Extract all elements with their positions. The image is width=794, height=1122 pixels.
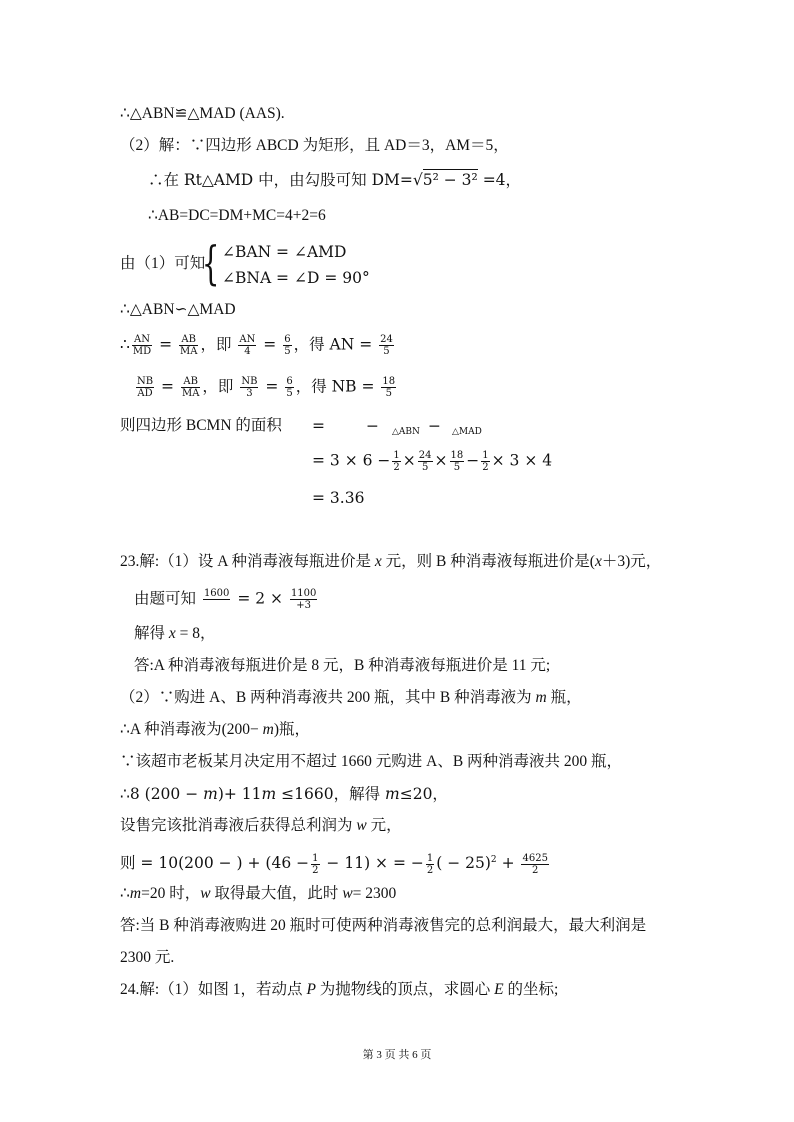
q23-max: [120, 884, 396, 904]
var-x: x: [594, 553, 602, 570]
equals-2-times: = 2 ×: [232, 589, 288, 608]
fraction-18-5: $\frac{18}{5}$: [382, 376, 396, 399]
max-c: 取得最大值，此时: [210, 885, 343, 902]
area-sub-abn: △ABN: [392, 427, 420, 437]
max-b: =20 时，: [141, 885, 201, 902]
proof-conclusion-congruent: ∴△ABN≌△MAD (AAS).: [120, 105, 285, 122]
ineq-b: )+ 11: [217, 785, 262, 803]
equals: =: [260, 377, 284, 396]
fraction-nb-3: $\frac{NB}{3}$: [241, 376, 258, 399]
system-row-2: ∠BNA = ∠D = 90°: [222, 269, 370, 287]
page-number-footer: 第 3 页 共 6 页: [362, 1049, 432, 1061]
var-m: m: [261, 785, 277, 803]
fraction-24-5-b: $\frac{24}{5}$: [418, 450, 432, 473]
ineq-a: ∴8 (200 −: [120, 785, 204, 803]
q23-part-1: [120, 552, 661, 572]
fraction-1-2-d: $\frac{1}{2}$: [426, 852, 434, 876]
area-label: 则四边形 BCMN 的面积: [120, 417, 282, 434]
profit-tail: 元，: [366, 817, 402, 834]
ratio-an-line: [120, 334, 396, 357]
term-1: = 3 × 6 −: [312, 451, 391, 470]
pythagoras-text: ∴在 Rt△AMD 中，由勾股可知 DM=√: [148, 171, 423, 189]
fraction-18-5-b: $\frac{18}{5}$: [450, 450, 464, 473]
q23-profit-def: [120, 816, 402, 836]
area-equals: =: [312, 417, 325, 435]
ab-length-line: ∴AB=DC=DM+MC=4+2=6: [148, 207, 326, 224]
times: ×: [402, 451, 416, 470]
namely-text: ，即: [202, 377, 239, 396]
profit-eq-b: − 11) × = −: [321, 854, 424, 872]
ineq-c: ≤1660，解得: [276, 785, 386, 803]
q23-profit-eq: [120, 850, 551, 876]
q23-p2-tail: 瓶，: [546, 689, 582, 706]
fraction-ab-ma: $\frac{AB}{MA}$: [179, 334, 198, 357]
q23-p2-text: （2）∵购进 A、B 两种消毒液共 200 瓶，其中 B 种消毒液为: [120, 689, 536, 706]
system-brace: {: [201, 236, 220, 290]
fraction-1-2: $\frac{1}{2}$: [393, 450, 400, 473]
equals: =: [156, 377, 179, 396]
var-w: w: [342, 885, 353, 902]
var-p: P: [306, 981, 316, 998]
fraction-an-md: $\frac{AN}{MD}$: [132, 334, 152, 357]
q23-text-b: 元，则 B 种消毒液每瓶进价是(: [381, 553, 595, 570]
ineq-d: ≤20，: [399, 785, 448, 803]
area-sub-mad: △MAD: [452, 427, 482, 437]
q23-text-c: ＋3)元，: [601, 553, 662, 570]
therefore-symbol: ∴: [120, 335, 130, 354]
a-count-tail: )瓶，: [273, 721, 310, 738]
fraction-1-2-b: $\frac{1}{2}$: [482, 450, 489, 473]
q24-text-b: 为抛物线的顶点，求圆心: [315, 981, 495, 998]
solve-value: = 8，: [175, 625, 216, 642]
fraction-ab-ma-2: $\frac{AB}{MA}$: [181, 376, 200, 399]
var-w: w: [200, 885, 211, 902]
var-m: m: [385, 785, 400, 803]
get-nb-text: ，得 NB =: [295, 377, 380, 396]
sqrt-expression: 5² − 3²: [422, 171, 478, 189]
q23-inequality: [120, 784, 448, 804]
term-last: × 3 × 4: [491, 451, 553, 470]
area-result: = 3.36: [312, 489, 365, 507]
ratio-nb-line: [134, 376, 398, 399]
exponent-2: 2: [490, 855, 497, 865]
area-minus-1: −: [366, 417, 379, 435]
fraction-4625-2: $\frac{4625}{2}$: [522, 852, 548, 876]
var-m: m: [262, 721, 274, 738]
var-e: E: [494, 981, 504, 998]
minus: −: [466, 451, 480, 470]
times: ×: [434, 451, 448, 470]
fraction-1100: $\frac{1100}{+3}$: [290, 588, 317, 611]
q24-text-c: 的坐标;: [503, 981, 559, 998]
q23-equation: [134, 588, 319, 611]
plus: +: [496, 854, 520, 872]
max-d: = 2300: [352, 885, 397, 902]
fraction-6-5: $\frac{6}{5}$: [284, 334, 291, 357]
fraction-1600: 1600: [203, 588, 230, 611]
profit-text: 设售完该批消毒液后获得总利润为: [120, 817, 357, 834]
area-computation: [312, 450, 552, 473]
q23-eq-label: 由题可知: [134, 589, 201, 608]
equals: =: [154, 335, 177, 354]
q23-text-a: 23.解:（1）设 A 种消毒液每瓶进价是: [120, 553, 375, 570]
get-an-text: ，得 AN =: [293, 335, 378, 354]
q24-text-a: 24.解:（1）如图 1，若动点: [120, 981, 307, 998]
q24-part-1: [120, 980, 558, 1000]
system-row-1: ∠BAN = ∠AMD: [222, 243, 347, 261]
fraction-1-2-c: $\frac{1}{2}$: [312, 852, 319, 876]
a-count-text: ∴A 种消毒液为(200−: [120, 721, 263, 738]
fraction-an-4: $\frac{AN}{4}$: [239, 334, 256, 357]
q23-answer-2: 答:当 B 种消毒液购进 20 瓶时可使两种消毒液售完的总利润最大，最大利润是: [120, 917, 647, 934]
profit-eq-a: 则 = 10(200 − ) + (46 −: [120, 854, 310, 872]
part-2-intro: （2）解：∵四边形 ABCD 为矩形，且 AD＝3，AM＝5，: [120, 137, 509, 154]
var-m: m: [129, 885, 142, 902]
q23-budget: ∵该超市老板某月决定用不超过 1660 元购进 A、B 两种消毒液共 200 瓶，: [120, 753, 623, 770]
equals: =: [258, 335, 282, 354]
area-minus-2: −: [428, 417, 441, 435]
similar-triangles-line: ∴△ABN∽△MAD: [120, 301, 236, 318]
var-m: m: [535, 689, 547, 706]
fraction-6-5-2: $\frac{6}{5}$: [286, 376, 293, 399]
namely-text: ，即: [200, 335, 237, 354]
q23-a-count: [120, 720, 310, 740]
var-w: w: [356, 817, 367, 834]
solve-label: 解得: [134, 625, 169, 642]
var-x: x: [168, 625, 176, 642]
pythagoras-result: =4，: [477, 171, 522, 189]
max-a: ∴: [120, 885, 130, 902]
from-part-1-label: 由（1）可知: [120, 255, 206, 272]
fraction-24-5: $\frac{24}{5}$: [380, 334, 393, 357]
var-x: x: [374, 553, 382, 570]
pythagoras-line: [148, 170, 521, 190]
var-m: m: [203, 785, 218, 803]
q23-solve: [134, 624, 216, 644]
q23-answer-1: 答:A 种消毒液每瓶进价是 8 元，B 种消毒液每瓶进价是 11 元;: [134, 657, 551, 674]
profit-eq-c: ( − 25): [436, 854, 491, 872]
q23-part-2: [120, 688, 582, 708]
q23-answer-2-cont: 2300 元.: [120, 949, 175, 966]
fraction-nb-ad: $\frac{NB}{AD}$: [137, 376, 154, 399]
